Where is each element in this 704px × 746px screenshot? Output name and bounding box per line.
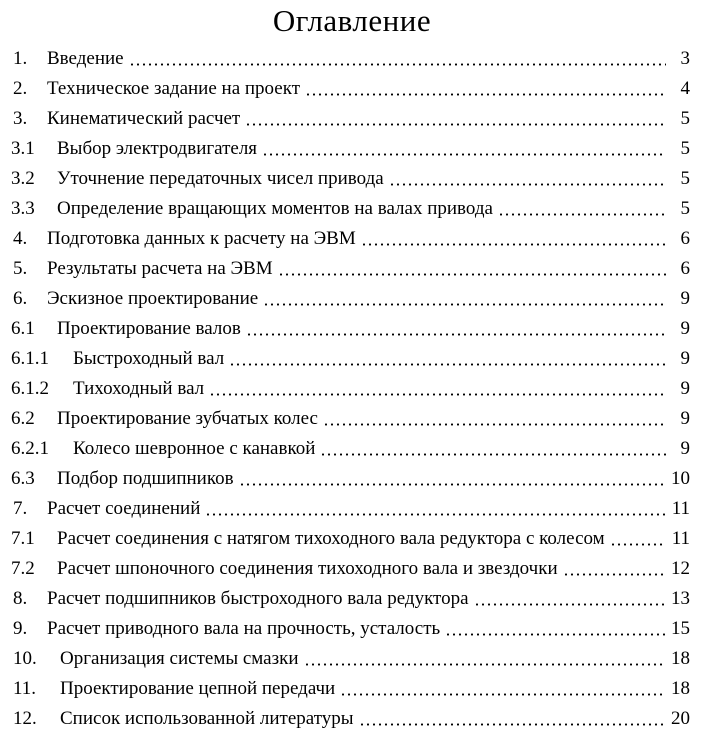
toc-entry-number: 3.1 [11,138,35,159]
dot-leader [360,224,666,254]
toc-entry[interactable] [0,254,704,284]
toc-entry-number: 3.3 [11,198,35,219]
toc-entry-title: Уточнение передаточных чисел привода [57,168,384,189]
dot-leader [277,254,666,284]
toc-entry[interactable] [0,134,704,164]
toc-entry-page: 11 [671,528,690,549]
toc-entry-number: 6.1.2 [11,378,49,399]
toc-entry[interactable] [0,44,704,74]
dot-leader [303,644,666,674]
toc-entry-page: 11 [671,498,690,519]
toc-entry-number: 5. [13,258,28,279]
toc-entry-page: 12 [671,558,690,579]
page-title: Оглавление [272,3,432,38]
dot-leader [245,314,666,344]
toc-entry[interactable] [0,404,704,434]
toc-entry[interactable] [0,344,704,374]
toc-entry-number: 8. [13,588,28,609]
dot-leader [609,524,666,554]
toc-entry-page: 18 [671,648,690,669]
toc-entry-number: 3. [13,108,28,129]
toc-entry-page: 9 [680,288,690,309]
toc-entry-page: 4 [680,78,690,99]
toc-entry-number: 1. [13,48,28,69]
dot-leader [238,464,666,494]
table-of-contents [0,44,704,734]
toc-entry-number: 10. [13,648,37,669]
toc-entry-title: Колесо шевронное с канавкой [73,438,316,459]
toc-entry-number: 6.1.1 [11,348,49,369]
toc-entry-title: Проектирование зубчатых колес [57,408,318,429]
dot-leader [473,584,666,614]
toc-entry-number: 11. [13,678,37,699]
toc-entry[interactable] [0,614,704,644]
toc-entry-title: Расчет соединений [47,498,201,519]
toc-entry-number: 7.1 [11,528,35,549]
toc-entry-title: Расчет приводного вала на прочность, усталость [47,618,441,639]
toc-entry-number: 3.2 [11,168,35,189]
toc-entry-title: Расчет подшипников быстроходного вала редуктора [47,588,469,609]
dot-leader [261,134,666,164]
toc-entry-title: Подготовка данных к расчету на ЭВМ [47,228,356,249]
toc-entry-page: 9 [680,348,690,369]
toc-entry-number: 7. [13,498,28,519]
toc-entry-page: 5 [680,138,690,159]
dot-leader [497,194,666,224]
toc-entry-page: 9 [680,318,690,339]
toc-entry[interactable] [0,464,704,494]
toc-entry-title: Определение вращающих моментов на валах привода [57,198,493,219]
dot-leader [262,284,666,314]
toc-entry[interactable] [0,434,704,464]
dot-leader [244,104,666,134]
toc-entry-number: 6.1 [11,318,35,339]
toc-entry-title: Техническое задание на проект [47,78,301,99]
toc-entry-title: Расчет шпоночного соединения тихоходного вала и звездочки [57,558,558,579]
toc-entry[interactable] [0,644,704,674]
toc-entry-title: Расчет соединения с натягом тихоходного вала редуктора с колесом [57,528,605,549]
toc-entry-page: 18 [671,678,690,699]
toc-entry-page: 9 [680,378,690,399]
dot-leader [322,404,666,434]
dot-leader [208,374,666,404]
toc-entry-title: Проектирование валов [57,318,241,339]
toc-entry-number: 12. [13,708,37,729]
toc-entry[interactable] [0,224,704,254]
dot-leader [444,614,666,644]
toc-entry-number: 7.2 [11,558,35,579]
toc-entry-title: Эскизное проектирование [47,288,259,309]
toc-entry-number: 6. [13,288,28,309]
toc-entry-page: 13 [671,588,690,609]
dot-leader [319,434,666,464]
toc-entry-title: Проектирование цепной передачи [60,678,336,699]
toc-entry-title: Выбор электродвигателя [57,138,258,159]
dot-leader [562,554,666,584]
toc-entry-page: 5 [680,108,690,129]
toc-entry[interactable] [0,194,704,224]
toc-entry-number: 6.2 [11,408,35,429]
toc-entry-page: 20 [671,708,690,729]
toc-entry-title: Введение [47,48,124,69]
toc-entry-number: 2. [13,78,28,99]
toc-entry-page: 9 [680,438,690,459]
dot-leader [339,674,666,704]
toc-entry-page: 6 [680,258,690,279]
toc-entry[interactable] [0,74,704,104]
toc-entry[interactable] [0,584,704,614]
toc-entry-title: Список использованной литературы [60,708,354,729]
toc-entry-title: Быстроходный вал [73,348,225,369]
toc-entry-page: 6 [680,228,690,249]
toc-entry-page: 3 [680,48,690,69]
toc-entry[interactable] [0,554,704,584]
toc-entry-page: 5 [680,168,690,189]
toc-entry[interactable] [0,524,704,554]
toc-entry[interactable] [0,164,704,194]
toc-entry[interactable] [0,314,704,344]
toc-entry[interactable] [0,374,704,404]
toc-entry-page: 15 [671,618,690,639]
toc-entry-page: 10 [671,468,690,489]
dot-leader [304,74,666,104]
dot-leader [358,704,666,734]
toc-entry-page: 9 [680,408,690,429]
dot-leader [388,164,666,194]
toc-entry-number: 6.2.1 [11,438,49,459]
toc-entry-title: Организация системы смазки [60,648,299,669]
toc-entry-page: 5 [680,198,690,219]
dot-leader [128,44,666,74]
toc-entry-title: Тихоходный вал [73,378,205,399]
document-page [0,3,704,746]
toc-entry-title: Результаты расчета на ЭВМ [47,258,273,279]
toc-entry[interactable] [0,494,704,524]
toc-entry-number: 9. [13,618,28,639]
dot-leader [228,344,666,374]
toc-entry-number: 4. [13,228,28,249]
toc-entry-number: 6.3 [11,468,35,489]
toc-entry[interactable] [0,104,704,134]
dot-leader [204,494,666,524]
toc-entry-title: Подбор подшипников [57,468,234,489]
toc-entry[interactable] [0,284,704,314]
toc-entry-title: Кинематический расчет [47,108,241,129]
toc-entry[interactable] [0,674,704,704]
toc-entry[interactable] [0,704,704,734]
